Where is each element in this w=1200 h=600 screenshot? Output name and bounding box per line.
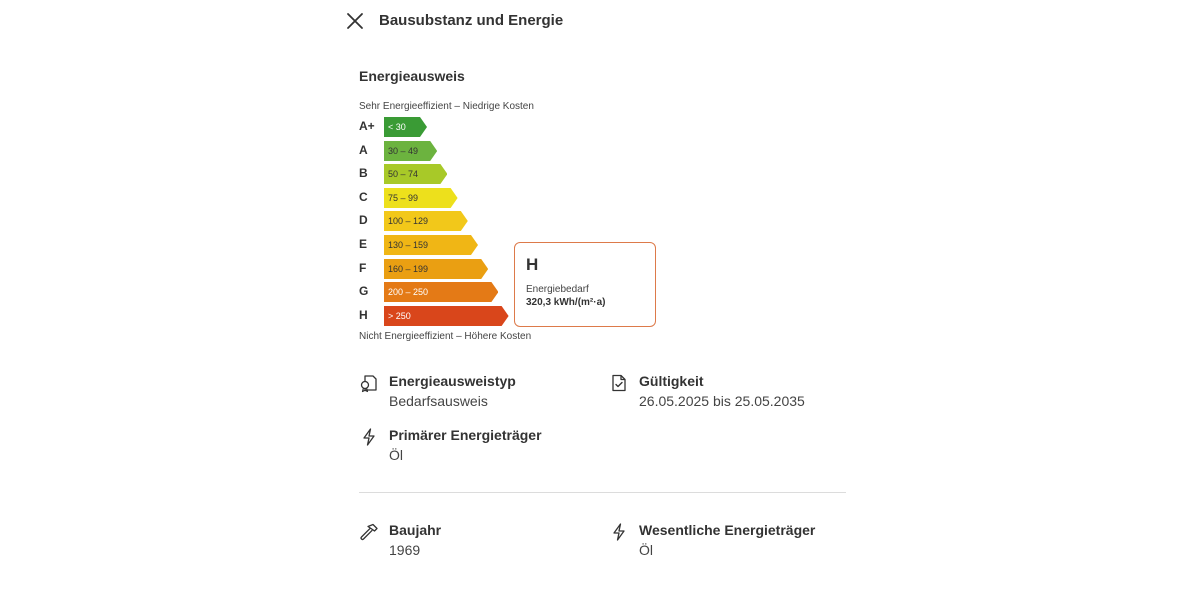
info-value: Öl [389, 447, 403, 463]
lightning-icon [359, 427, 379, 447]
divider [359, 492, 846, 493]
energy-class-bar [384, 259, 488, 279]
energy-class-letter: A+ [359, 119, 375, 133]
callout-label: Energiebedarf [526, 284, 589, 295]
energy-class-bar [384, 306, 509, 326]
page-title: Bausubstanz und Energie [379, 12, 564, 29]
energy-class-range: 200 – 250 [388, 287, 429, 298]
energy-class-bar [384, 235, 478, 255]
energy-class-range: 50 – 74 [388, 169, 419, 180]
energy-class-range: < 30 [388, 122, 406, 132]
energy-class-letter: C [359, 189, 368, 204]
energy-class-bar [384, 164, 447, 184]
energy-class-range: > 250 [388, 310, 411, 321]
energy-class-range: 100 – 129 [388, 216, 429, 227]
section-title-energieausweis: Energieausweis [359, 68, 465, 84]
info-value: 26.05.2025 bis 25.05.2035 [639, 393, 805, 409]
callout-value: 320,3 kWh/(m²·a) [526, 297, 606, 308]
info-value: 1969 [389, 542, 421, 558]
certificate-icon [359, 373, 379, 393]
energy-class-bar [384, 188, 458, 208]
scale-top-label: Sehr Energieeffizient – Niedrige Kosten [359, 101, 534, 112]
energy-class-letter: H [359, 307, 368, 322]
hammer-icon [359, 522, 379, 542]
energy-class-letter: G [359, 284, 369, 299]
energy-class-bar [384, 117, 427, 137]
energy-class-range: 160 – 199 [388, 263, 429, 274]
energy-class-letter: D [359, 213, 368, 228]
document-check-icon [609, 373, 629, 393]
info-value: Bedarfsausweis [389, 393, 488, 409]
info-title: Primärer Energieträger [389, 427, 542, 443]
lightning-icon [609, 522, 629, 542]
energy-class-bar [384, 141, 437, 161]
energy-class-letter: A [359, 142, 368, 157]
energy-class-letter: F [359, 260, 367, 275]
energy-class-range: 30 – 49 [388, 145, 419, 156]
info-title: Energieausweistyp [389, 373, 516, 389]
energy-class-range: 75 – 99 [388, 192, 419, 203]
close-icon [345, 11, 365, 31]
energy-class-bar [384, 211, 468, 231]
energy-class-range: 130 – 159 [388, 240, 429, 250]
info-title: Baujahr [389, 522, 442, 538]
energy-class-callout [514, 242, 656, 327]
energy-class-letter: B [359, 166, 368, 181]
energy-class-letter: E [359, 237, 368, 251]
info-title: Wesentliche Energieträger [639, 522, 816, 538]
scale-bottom-label: Nicht Energieeffizient – Höhere Kosten [359, 331, 532, 342]
energy-class-bar [384, 282, 498, 302]
callout-energy-class: H [526, 255, 539, 274]
close-button[interactable] [345, 11, 365, 31]
info-title: Gültigkeit [639, 373, 704, 389]
info-value: Öl [639, 542, 653, 558]
